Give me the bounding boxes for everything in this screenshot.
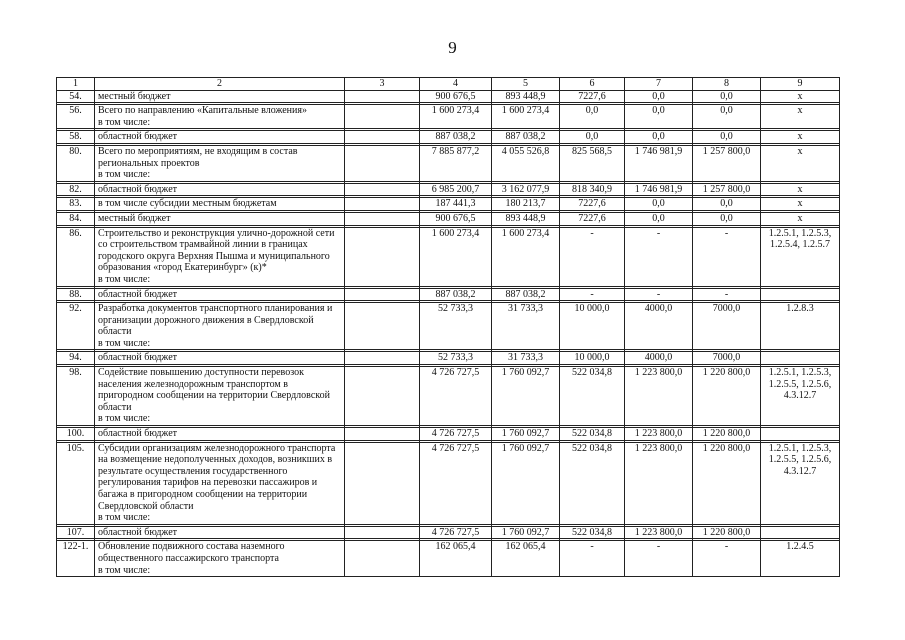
cell-year-4: 1 257 800,0 (693, 183, 761, 196)
cell-year-4: 0,0 (693, 198, 761, 211)
column-header: 3 (345, 78, 420, 91)
cell-total: 900 676,5 (420, 90, 492, 103)
column-header: 7 (625, 78, 693, 91)
cell-year-1: 4 055 526,8 (492, 145, 560, 181)
cell-year-1: 31 733,3 (492, 352, 560, 365)
cell-col3 (345, 288, 420, 301)
cell-total: 1 600 273,4 (420, 105, 492, 129)
cell-col3 (345, 90, 420, 103)
row-name: местный бюджет (95, 212, 345, 225)
table-row (57, 428, 840, 441)
row-number: 122-1. (57, 541, 95, 577)
cell-year-1: 3 162 077,9 (492, 183, 560, 196)
cell-col3 (345, 303, 420, 350)
cell-total: 7 885 877,2 (420, 145, 492, 181)
cell-total: 52 733,3 (420, 303, 492, 350)
column-header-row (57, 78, 840, 91)
cell-year-3: 1 746 981,9 (625, 183, 693, 196)
table-row (57, 303, 840, 350)
row-name: Разработка документов транспортного планирования и организации дорожного движения в Свердловской области в том числе: (95, 303, 345, 350)
cell-year-4: 1 220 800,0 (693, 428, 761, 441)
row-name: областной бюджет (95, 428, 345, 441)
cell-target-codes: х (761, 183, 840, 196)
cell-year-2: - (560, 288, 625, 301)
cell-col3 (345, 541, 420, 577)
row-name: областной бюджет (95, 352, 345, 365)
cell-year-4: 0,0 (693, 212, 761, 225)
cell-col3 (345, 227, 420, 286)
cell-col3 (345, 183, 420, 196)
cell-year-3: - (625, 288, 693, 301)
cell-year-4: 0,0 (693, 131, 761, 144)
cell-year-1: 162 065,4 (492, 541, 560, 577)
row-name: Строительство и реконструкция улично-дорожной сети со строительством трамвайной линии в границах городского округа Верхняя Пышма и муниципального образования «город Екатеринбург» (к)* в том числе: (95, 227, 345, 286)
table-row (57, 90, 840, 103)
row-name: Содействие повышению доступности перевозок населения железнодорожным транспортом в пригородном сообщении на территории Свердловской области в том числе: (95, 367, 345, 426)
cell-year-4: 1 220 800,0 (693, 442, 761, 524)
cell-year-3: 1 223 800,0 (625, 526, 693, 539)
cell-year-1: 180 213,7 (492, 198, 560, 211)
cell-year-4: - (693, 227, 761, 286)
column-header: 8 (693, 78, 761, 91)
cell-year-3: 0,0 (625, 105, 693, 129)
cell-target-codes (761, 526, 840, 539)
cell-total: 6 985 200,7 (420, 183, 492, 196)
row-name: местный бюджет (95, 90, 345, 103)
column-header: 5 (492, 78, 560, 91)
table-row (57, 227, 840, 286)
cell-year-2: 522 034,8 (560, 442, 625, 524)
cell-year-3: 1 746 981,9 (625, 145, 693, 181)
column-header: 1 (57, 78, 95, 91)
row-number: 82. (57, 183, 95, 196)
cell-col3 (345, 198, 420, 211)
cell-year-3: 1 223 800,0 (625, 428, 693, 441)
cell-year-4: 1 220 800,0 (693, 367, 761, 426)
cell-target-codes: 1.2.8.3 (761, 303, 840, 350)
cell-year-2: 7227,6 (560, 198, 625, 211)
row-number: 105. (57, 442, 95, 524)
cell-year-1: 1 760 092,7 (492, 367, 560, 426)
row-number: 54. (57, 90, 95, 103)
cell-target-codes: х (761, 131, 840, 144)
cell-total: 162 065,4 (420, 541, 492, 577)
cell-col3 (345, 105, 420, 129)
cell-year-3: 0,0 (625, 198, 693, 211)
row-number: 88. (57, 288, 95, 301)
cell-year-2: 0,0 (560, 131, 625, 144)
cell-target-codes (761, 352, 840, 365)
cell-year-4: - (693, 541, 761, 577)
cell-col3 (345, 428, 420, 441)
row-number: 98. (57, 367, 95, 426)
cell-year-1: 1 600 273,4 (492, 227, 560, 286)
cell-year-1: 893 448,9 (492, 90, 560, 103)
cell-col3 (345, 212, 420, 225)
page-number: 9 (448, 38, 457, 57)
cell-year-3: - (625, 541, 693, 577)
cell-year-4: - (693, 288, 761, 301)
cell-year-3: 0,0 (625, 131, 693, 144)
cell-year-3: 0,0 (625, 90, 693, 103)
row-name: Всего по направлению «Капитальные вложения» в том числе: (95, 105, 345, 129)
cell-total: 4 726 727,5 (420, 526, 492, 539)
row-number: 107. (57, 526, 95, 539)
cell-col3 (345, 442, 420, 524)
cell-year-1: 893 448,9 (492, 212, 560, 225)
cell-year-3: 4000,0 (625, 352, 693, 365)
row-name: областной бюджет (95, 131, 345, 144)
row-number: 94. (57, 352, 95, 365)
cell-total: 187 441,3 (420, 198, 492, 211)
row-number: 100. (57, 428, 95, 441)
cell-total: 4 726 727,5 (420, 442, 492, 524)
cell-col3 (345, 131, 420, 144)
table-row (57, 131, 840, 144)
cell-year-1: 1 760 092,7 (492, 428, 560, 441)
budget-table (56, 77, 840, 577)
row-number: 84. (57, 212, 95, 225)
cell-total: 52 733,3 (420, 352, 492, 365)
cell-year-1: 1 760 092,7 (492, 526, 560, 539)
cell-year-2: 818 340,9 (560, 183, 625, 196)
cell-target-codes: 1.2.5.1, 1.2.5.3, 1.2.5.5, 1.2.5.6, 4.3.12.7 (761, 442, 840, 524)
cell-year-2: - (560, 541, 625, 577)
cell-col3 (345, 352, 420, 365)
cell-total: 1 600 273,4 (420, 227, 492, 286)
table-row (57, 367, 840, 426)
cell-target-codes: 1.2.5.1, 1.2.5.3, 1.2.5.5, 1.2.5.6, 4.3.12.7 (761, 367, 840, 426)
cell-year-2: 522 034,8 (560, 526, 625, 539)
cell-col3 (345, 526, 420, 539)
row-number: 80. (57, 145, 95, 181)
row-name: в том числе субсидии местным бюджетам (95, 198, 345, 211)
table-row (57, 105, 840, 129)
cell-total: 887 038,2 (420, 131, 492, 144)
cell-target-codes: х (761, 212, 840, 225)
cell-year-2: 10 000,0 (560, 303, 625, 350)
row-number: 58. (57, 131, 95, 144)
cell-year-2: 522 034,8 (560, 367, 625, 426)
cell-col3 (345, 145, 420, 181)
cell-year-4: 1 257 800,0 (693, 145, 761, 181)
row-number: 56. (57, 105, 95, 129)
cell-target-codes: х (761, 198, 840, 211)
row-name: областной бюджет (95, 526, 345, 539)
column-header: 6 (560, 78, 625, 91)
cell-year-2: 0,0 (560, 105, 625, 129)
cell-year-2: 7227,6 (560, 212, 625, 225)
cell-year-3: 4000,0 (625, 303, 693, 350)
table-row (57, 145, 840, 181)
cell-col3 (345, 367, 420, 426)
row-name: областной бюджет (95, 183, 345, 196)
cell-year-4: 0,0 (693, 90, 761, 103)
cell-year-4: 7000,0 (693, 352, 761, 365)
cell-year-3: 1 223 800,0 (625, 367, 693, 426)
row-name: Субсидии организациям железнодорожного транспорта на возмещение недополученных доходов, возникших в результате осуществления государственного регулирования тарифов на перевозки пассажиров и багажа в пригородном сообщении на территории Свердловской области в том числе: (95, 442, 345, 524)
row-number: 83. (57, 198, 95, 211)
table-row (57, 442, 840, 524)
cell-year-1: 887 038,2 (492, 131, 560, 144)
cell-target-codes: х (761, 145, 840, 181)
cell-year-4: 7000,0 (693, 303, 761, 350)
table-row (57, 212, 840, 225)
cell-year-2: 7227,6 (560, 90, 625, 103)
row-number: 86. (57, 227, 95, 286)
table-row (57, 526, 840, 539)
cell-year-2: 10 000,0 (560, 352, 625, 365)
cell-year-3: 0,0 (625, 212, 693, 225)
cell-target-codes: 1.2.4.5 (761, 541, 840, 577)
cell-total: 4 726 727,5 (420, 428, 492, 441)
cell-year-1: 1 760 092,7 (492, 442, 560, 524)
row-number: 92. (57, 303, 95, 350)
cell-target-codes: х (761, 105, 840, 129)
cell-year-1: 31 733,3 (492, 303, 560, 350)
cell-target-codes: х (761, 90, 840, 103)
cell-total: 4 726 727,5 (420, 367, 492, 426)
cell-target-codes (761, 288, 840, 301)
cell-year-2: 522 034,8 (560, 428, 625, 441)
table-row (57, 288, 840, 301)
cell-year-4: 1 220 800,0 (693, 526, 761, 539)
column-header: 4 (420, 78, 492, 91)
cell-total: 887 038,2 (420, 288, 492, 301)
table-row (57, 541, 840, 577)
cell-target-codes (761, 428, 840, 441)
cell-year-2: 825 568,5 (560, 145, 625, 181)
row-name: областной бюджет (95, 288, 345, 301)
table-row (57, 352, 840, 365)
table-row (57, 183, 840, 196)
column-header: 2 (95, 78, 345, 91)
cell-year-3: - (625, 227, 693, 286)
cell-year-1: 887 038,2 (492, 288, 560, 301)
table-row (57, 198, 840, 211)
cell-year-3: 1 223 800,0 (625, 442, 693, 524)
cell-total: 900 676,5 (420, 212, 492, 225)
cell-year-4: 0,0 (693, 105, 761, 129)
row-name: Всего по мероприятиям, не входящим в состав региональных проектов в том числе: (95, 145, 345, 181)
cell-year-1: 1 600 273,4 (492, 105, 560, 129)
column-header: 9 (761, 78, 840, 91)
cell-year-2: - (560, 227, 625, 286)
cell-target-codes: 1.2.5.1, 1.2.5.3, 1.2.5.4, 1.2.5.7 (761, 227, 840, 286)
row-name: Обновление подвижного состава наземного общественного пассажирского транспорта в том числе: (95, 541, 345, 577)
